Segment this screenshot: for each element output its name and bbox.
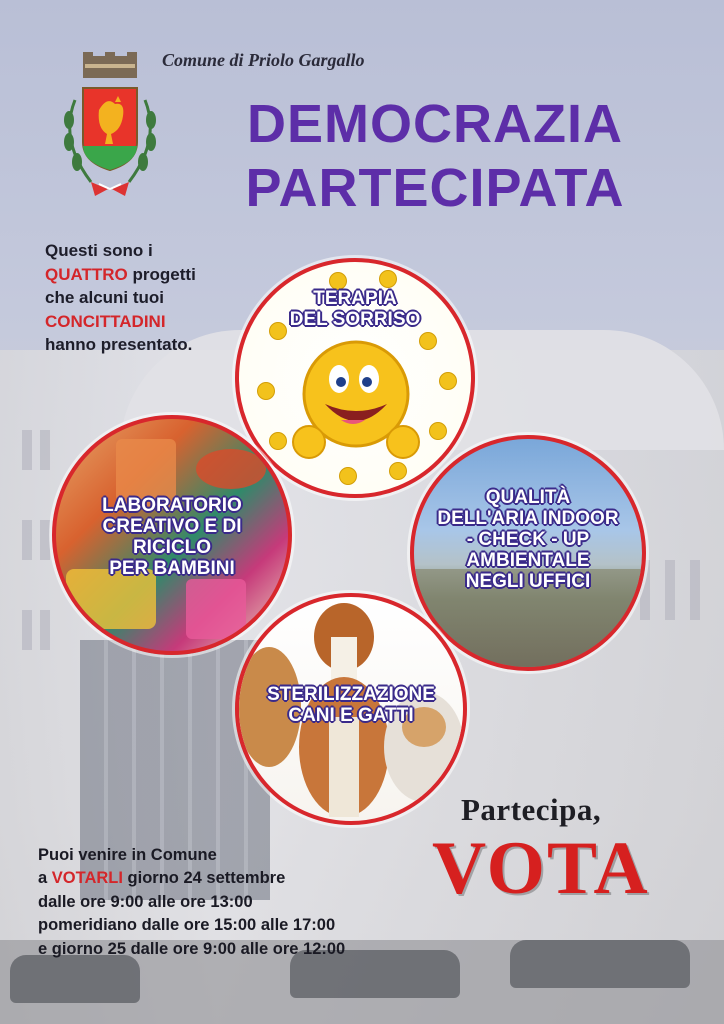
intro-line xyxy=(45,263,196,287)
project-label-line: DELL'ARIA INDOOR xyxy=(437,508,619,529)
pink-basket xyxy=(186,579,246,639)
intro-highlight: QUATTRO xyxy=(45,264,128,284)
project-label-line: TERAPIA xyxy=(313,288,397,309)
title-line: PARTECIPATA xyxy=(245,158,625,218)
project-label-line: - CHECK - UP xyxy=(466,529,590,550)
intro-line: hanno presentato. xyxy=(45,335,193,354)
mini-smiley-icon xyxy=(339,467,357,485)
background-car xyxy=(510,940,690,988)
background-window xyxy=(22,430,32,470)
info-line xyxy=(38,867,345,890)
project-label xyxy=(239,684,463,726)
title-line: DEMOCRAZIA xyxy=(247,94,623,154)
cta-vota: VOTA xyxy=(432,827,650,910)
project-label-line: NEGLI UFFICI xyxy=(465,571,591,592)
info-line-pre: a xyxy=(38,869,52,888)
info-line-rest: giorno 24 settembre xyxy=(122,869,286,888)
project-label-line: PER BAMBINI xyxy=(109,558,235,579)
intro-line: che alcuni tuoi xyxy=(45,288,165,307)
paint-pot xyxy=(196,449,266,489)
project-label-line: AMBIENTALE xyxy=(466,550,590,571)
project-label-line: DEL SORRISO xyxy=(289,309,421,330)
info-highlight: VOTARLI xyxy=(51,869,123,888)
project-circle-terapia xyxy=(235,258,475,498)
coat-of-arms-icon xyxy=(55,50,165,200)
intro-highlight: CONCITTADINI xyxy=(45,311,166,331)
voting-info xyxy=(38,844,345,961)
project-label xyxy=(414,487,642,592)
background-window xyxy=(40,610,50,650)
mini-smiley-icon xyxy=(389,462,407,480)
project-label-line: QUALITÀ xyxy=(485,487,571,508)
background-window xyxy=(40,520,50,560)
mini-smiley-icon xyxy=(439,372,457,390)
project-label-line: STERILIZZAZIONE xyxy=(267,684,435,705)
background-window xyxy=(690,560,700,620)
cta-partecipa: Partecipa, xyxy=(461,792,602,827)
background-window xyxy=(22,610,32,650)
mini-smiley-icon xyxy=(429,422,447,440)
project-label-line: RICICLO xyxy=(132,537,212,558)
smiley-icon xyxy=(291,334,421,464)
page-title xyxy=(180,92,690,220)
intro-line: Questi sono i xyxy=(45,241,153,260)
comune-name: Comune di Priolo Gargallo xyxy=(162,50,365,70)
info-line: dalle ore 9:00 alle ore 13:00 xyxy=(38,892,253,911)
project-label-line: CREATIVO E DI xyxy=(102,516,242,537)
project-label xyxy=(56,495,288,579)
project-label xyxy=(239,288,471,330)
info-line: e giorno 25 dalle ore 9:00 alle ore 12:00 xyxy=(38,939,346,958)
mini-smiley-icon xyxy=(379,270,397,288)
background-window xyxy=(665,560,675,620)
mini-smiley-icon xyxy=(419,332,437,350)
intro-line-rest: progetti xyxy=(127,264,196,284)
project-label-line: CANI E GATTI xyxy=(288,705,414,726)
mini-smiley-icon xyxy=(257,382,275,400)
project-circle-sterilizzazione xyxy=(235,593,467,825)
info-line: pomeridiano dalle ore 15:00 alle 17:00 xyxy=(38,916,336,935)
background-window xyxy=(40,430,50,470)
project-label-line: LABORATORIO xyxy=(102,495,242,516)
background-car xyxy=(10,955,140,1003)
background-window xyxy=(22,520,32,560)
intro-text xyxy=(45,239,196,357)
mini-smiley-icon xyxy=(269,432,287,450)
info-line: Puoi venire in Comune xyxy=(38,846,217,864)
